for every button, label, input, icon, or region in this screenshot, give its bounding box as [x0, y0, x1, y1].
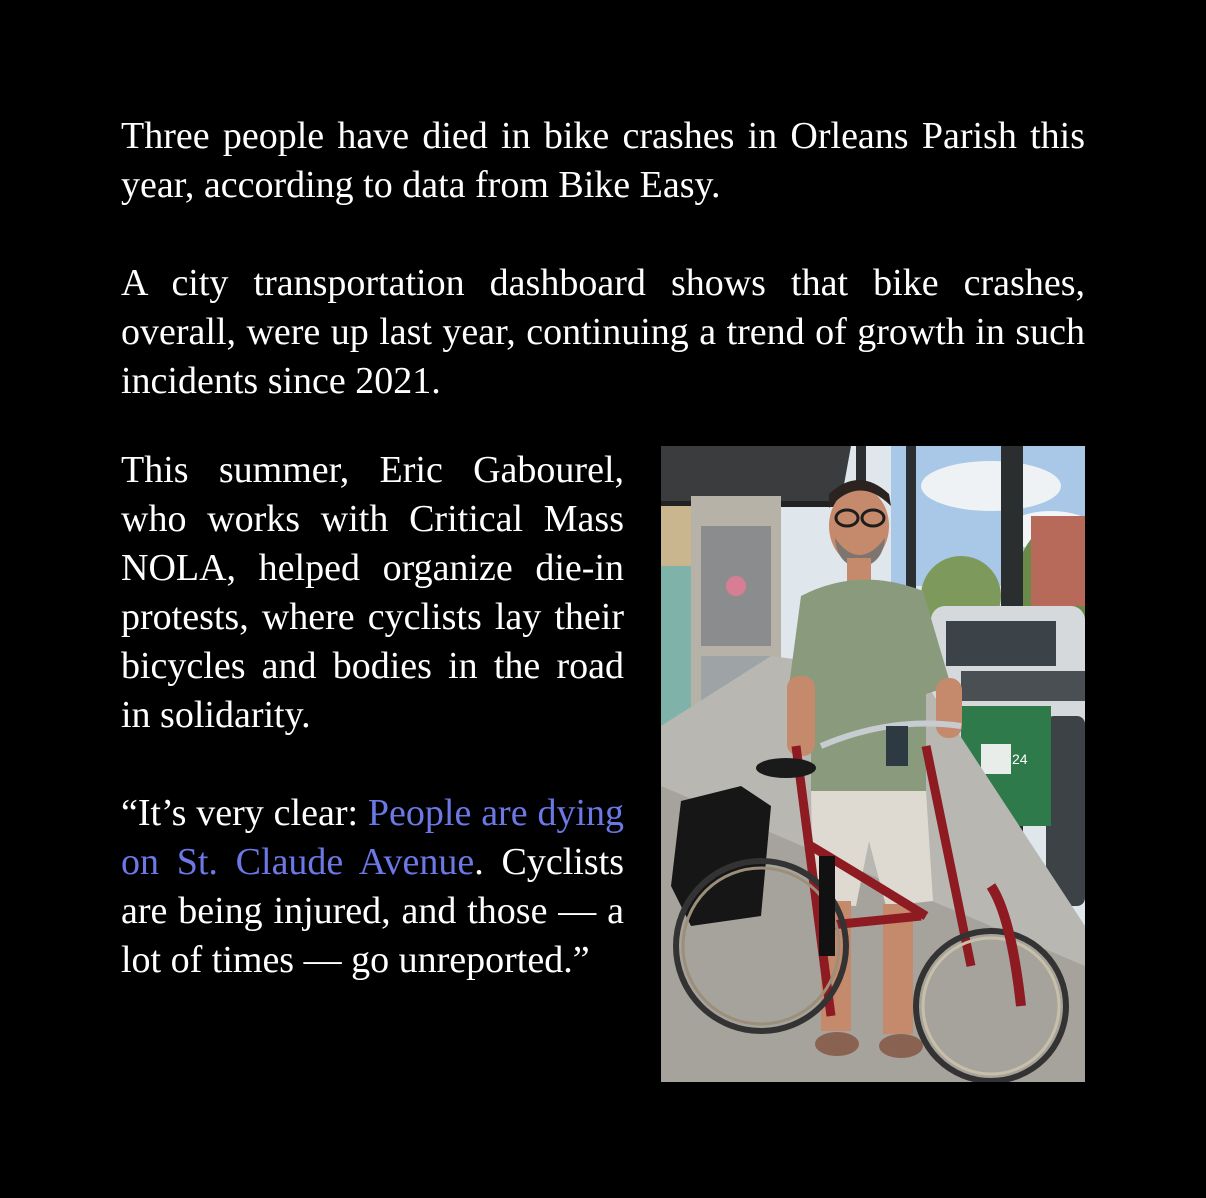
bin-number: 24	[1012, 751, 1028, 767]
cyclist-photo	[661, 446, 1085, 1082]
paragraph-deaths: Three people have died in bike crashes in Orleans Parish this year, according to data from Bike Easy.	[121, 115, 1085, 206]
quote-rest: . Cyclists are being injured, and those — a lot of times — go unreported.”	[121, 841, 624, 981]
paragraph-dashboard: A city transportation dashboard shows that bike crashes, overall, were up last year, continuing a trend of growth in such incidents since 2021.	[121, 262, 1085, 402]
paragraph-protest: This summer, Eric Gabourel, who works with Critical Mass NOLA, helped organize die-in protests, where cyclists lay their bicycles and bodies in the road in solidarity.	[121, 449, 624, 736]
photo-illustration	[661, 446, 1085, 1082]
text-photo-row	[121, 446, 1085, 1082]
left-column	[121, 446, 624, 985]
quote-paragraph	[121, 789, 624, 985]
quote-open: “It’s very clear:	[121, 792, 368, 834]
article-body	[121, 112, 1085, 1082]
st-claude-link[interactable]: People are dying on St. Claude Avenue	[121, 792, 624, 883]
